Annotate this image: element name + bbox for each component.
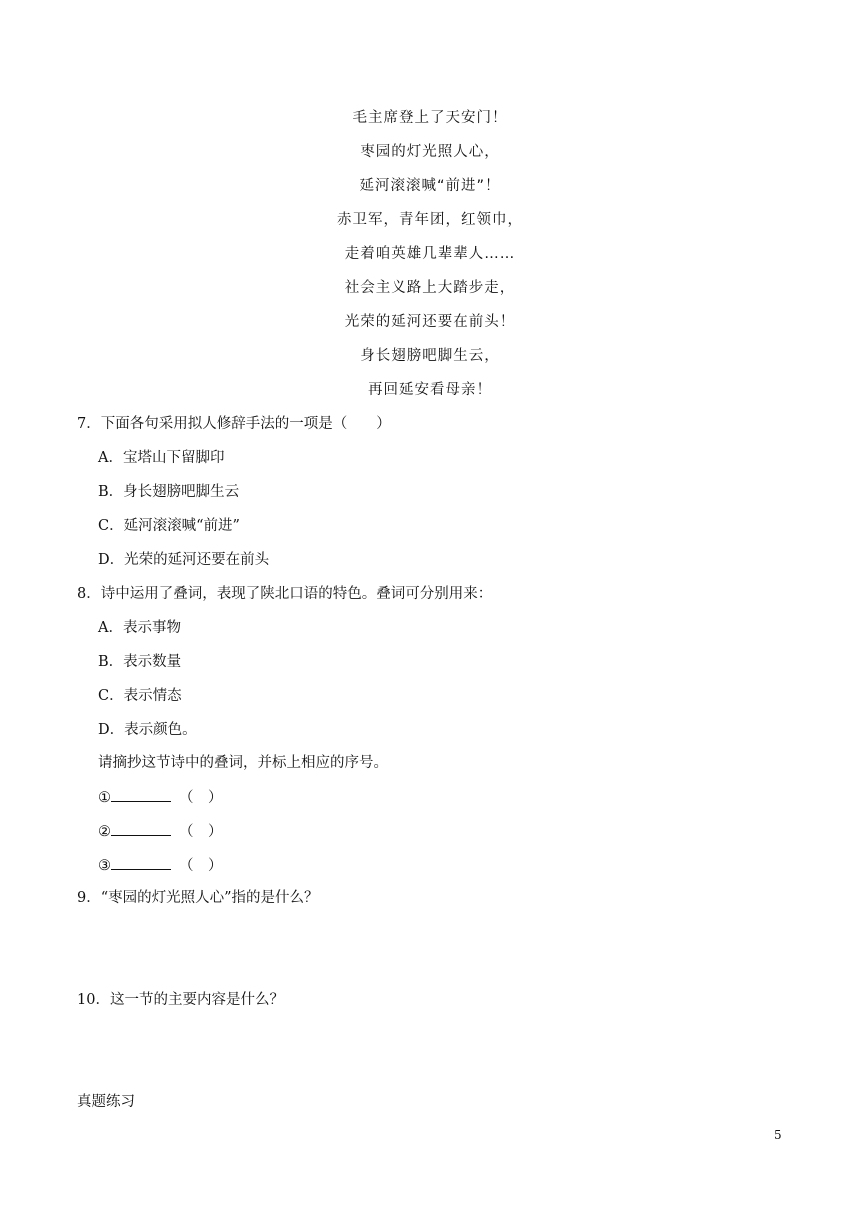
question-8-option-d: D．表示颜色。 (98, 722, 197, 738)
answer-blank[interactable] (111, 855, 171, 870)
question-10-stem: 10．这一节的主要内容是什么？ (77, 992, 284, 1008)
poem-line: 再回延安看母亲！ (368, 382, 492, 398)
question-7-option-c: C．延河滚滚喊“前进” (98, 518, 240, 534)
question-9-stem: 9．“枣园的灯光照人心”指的是什么？ (77, 890, 319, 906)
blank-number: ③ (98, 858, 111, 874)
blank-paren: （ ） (179, 858, 223, 874)
section-title: 真题练习 (77, 1094, 135, 1110)
question-8-option-c: C．表示情态 (98, 688, 182, 704)
answer-blank-row (98, 787, 223, 808)
poem-line: 身长翅膀吧脚生云， (360, 348, 500, 364)
poem-line: 走着咱英雄几辈辈人…… (344, 246, 516, 262)
poem-stanza (0, 108, 860, 414)
blank-number: ① (98, 790, 111, 806)
poem-line: 赤卫军，青年团，红领巾， (337, 212, 523, 228)
question-8-option-b: B．表示数量 (98, 654, 182, 670)
poem-line: 社会主义路上大踏步走， (344, 280, 516, 296)
poem-line: 毛主席登上了天安门！ (352, 110, 508, 126)
poem-line: 光荣的延河还要在前头！ (344, 314, 516, 330)
answer-blank[interactable] (111, 821, 171, 836)
question-7-stem: 7．下面各句采用拟人修辞手法的一项是（ ） (77, 416, 391, 432)
answer-blank-row (98, 821, 223, 842)
blank-paren: （ ） (179, 824, 223, 840)
question-8-option-a: A．表示事物 (98, 620, 181, 636)
answer-blank[interactable] (111, 787, 171, 802)
question-7-option-b: B．身长翅膀吧脚生云 (98, 484, 240, 500)
poem-line: 延河滚滚喊“前进”！ (359, 178, 501, 194)
question-8-instruction: 请摘抄这节诗中的叠词，并标上相应的序号。 (98, 755, 388, 771)
answer-blank-row (98, 855, 223, 876)
question-7-option-a: A．宝塔山下留脚印 (98, 450, 225, 466)
question-7-option-d: D．光荣的延河还要在前头 (98, 552, 270, 568)
blank-number: ② (98, 824, 111, 840)
question-8-stem: 8．诗中运用了叠词，表现了陕北口语的特色。叠词可分别用来： (77, 586, 493, 602)
page-number: 5 (774, 1128, 782, 1142)
blank-paren: （ ） (179, 790, 223, 806)
poem-line: 枣园的灯光照人心， (360, 144, 500, 160)
